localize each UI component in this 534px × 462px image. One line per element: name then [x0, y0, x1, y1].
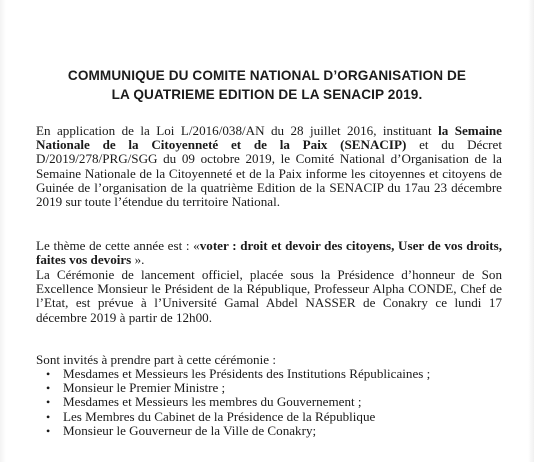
- theme-bold-slogan: voter : droit et devoir des citoyens, User de vos droits, faites vos devoirs: [36, 238, 502, 268]
- invited-item-text: Mesdames et Messieurs les membres du Gouvernement ;: [63, 394, 362, 410]
- ceremony-paragraph: La Cérémonie de lancement officiel, placée sous la Présidence d’honneur de Son Excellence Monsieur le Président de la République, Professeur Alpha CONDE, Chef de l’Etat, est prévue à l’Université Gamal Abdel NASSER de Conakry ce lundi 17 décembre 2019 à partir de 12h00.: [36, 267, 502, 325]
- communique-title-line-2: LA QUATRIEME EDITION DE LA SENACIP 2019.: [111, 87, 423, 102]
- intro-paragraph: [36, 124, 502, 209]
- invited-item-text: Mesdames et Messieurs les Présidents des Institutions Républicaines ;: [63, 366, 431, 381]
- theme-paragraph: [36, 239, 502, 267]
- invited-item-text: Les Membres du Cabinet de la Présidence de la République: [63, 408, 376, 424]
- list-item: [36, 424, 502, 438]
- invited-intro: Sont invités à prendre part à cette cérémonie :: [36, 352, 276, 367]
- list-item: [36, 381, 502, 395]
- bullet-icon: •: [46, 409, 51, 424]
- theme-suffix: ».: [131, 252, 145, 268]
- bullet-icon: •: [46, 423, 51, 438]
- list-item: [36, 395, 502, 409]
- bullet-icon: •: [46, 367, 51, 381]
- invited-item-text: Monsieur le Gouverneur de la Ville de Conakry;: [63, 422, 317, 438]
- communique-title-line-1: COMMUNIQUE DU COMITE NATIONAL D’ORGANISATION DE: [67, 68, 467, 83]
- bullet-icon: •: [46, 395, 51, 410]
- list-item: [36, 367, 502, 381]
- intro-text-part-1: En application de la Loi L/2016/038/AN du 28 juillet 2016, instituant: [36, 123, 439, 138]
- intro-bold-senacip: la Semaine Nationale de la Citoyenneté et de la Paix (SENACIP): [36, 123, 502, 153]
- invited-list: [36, 367, 502, 438]
- intro-text-part-2: et du Décret D/2019/278/PRG/SGG du 09 octobre 2019, le Comité National d’Organisation de la Semaine Nationale de la Citoyenneté et de la Paix informe les citoyennes et citoyens de Guinée de l’organisation de la quatrième Edition de la SENACIP du 17au 23 décembre 2019 sur toute l’étendue du territoire National.: [36, 137, 502, 210]
- list-item: [36, 410, 502, 424]
- bullet-icon: •: [46, 381, 51, 396]
- theme-prefix: Le thème de cette année est : «: [36, 238, 200, 253]
- invited-item-text: Monsieur le Premier Ministre ;: [63, 380, 226, 396]
